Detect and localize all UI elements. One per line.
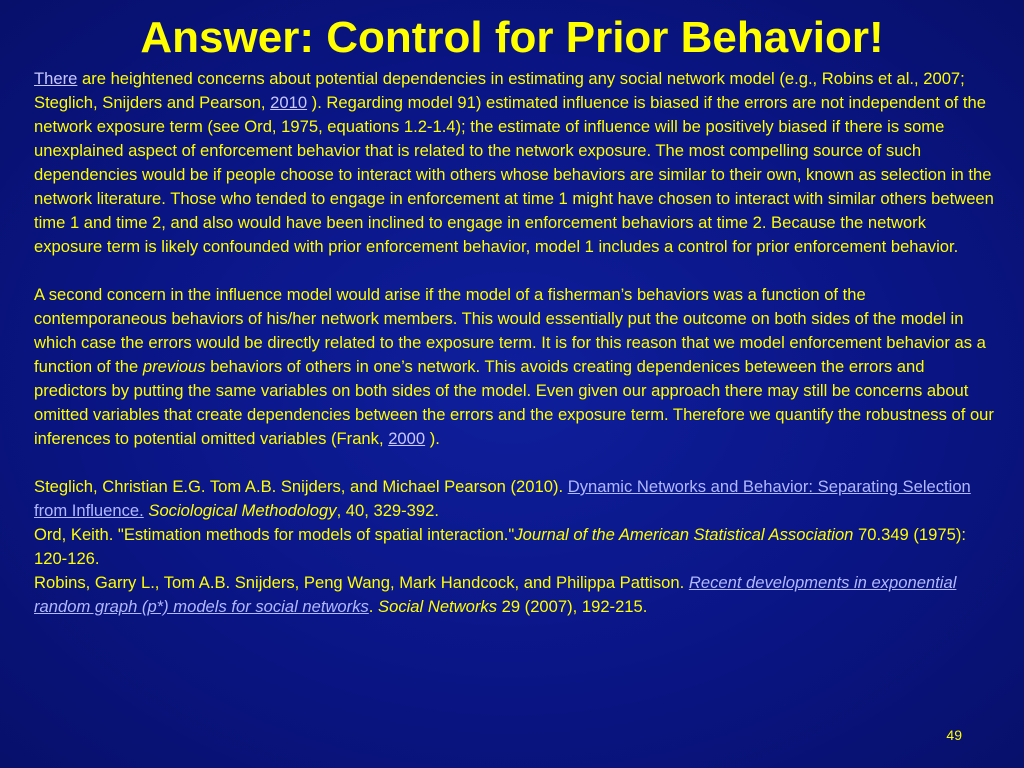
para1-text-2: ). Regarding model 91) estimated influence is biased if the errors are not independent of the network exposure term (see Ord, 1975, equations 1.2-1.4); the estimate of influence will be positively biased if there is some unexplained aspect of enforcement behavior that is related to the network exposure. The most compelling source of such dependencies would be if people choose to interact with others whose behaviors are similar to their own, known as selection in the network literature. Those who tended to engage in enforcement at time 1 might have chosen to interact with similar others between time 1 and time 2, and also would have been inclined to engage in enforcement behaviors at time 2. Because the network exposure term is likely confounded with prior enforcement behavior, model 1 includes a control for prior enforcement behavior. [34, 93, 994, 256]
ref1-journal: Sociological Methodology [143, 501, 337, 520]
ref3-journal: Social Networks [378, 597, 497, 616]
para1-text-1: are heightened concerns about potential dependencies in estimating any social network model (e.g., Robins et al., 2007; Steglich, Snijders and Pearson, [34, 69, 965, 112]
ref3-dot: . [368, 597, 379, 616]
ref2-tail: 70.349 (1975): 120-126. [34, 525, 966, 568]
ref2-journal: Journal of the American Statistical Association [514, 525, 854, 544]
paragraph-dependencies [34, 67, 994, 259]
para2-text-3: ). [425, 429, 440, 448]
ref2-text: Ord, Keith. "Estimation methods for models of spatial interaction." [34, 525, 515, 544]
previous-italic: previous [142, 357, 206, 376]
ref-2000-link[interactable]: 2000 [388, 429, 426, 448]
para2-text-2: behaviors of others in one’s network. This avoids creating dependenices beteween the errors and predictors by putting the same variables on both sides of the model. Even given our approach there may still be concerns about omitted variables that create dependencies between the errors and the exposure term. Therefore we quantify the robustness of our inferences to potential omitted variables (Frank, [34, 357, 994, 448]
ref1-text: Steglich, Christian E.G. Tom A.B. Snijders, and Michael Pearson (2010). [34, 477, 568, 496]
reference-ord [34, 523, 994, 571]
ref3-title-link[interactable]: Recent developments in exponential random graph (p*) models for social networks [34, 573, 957, 616]
ref1-tail: , 40, 329-392. [336, 501, 439, 520]
para2-text-1: A second concern in the influence model would arise if the model of a fisherman’s behaviors was a function of the contemporaneous behaviors of his/her network members. This would essentially put the outcome on both sides of the model in which case the errors would be directly related to the exposure term. It is for this reason that we model enforcement behavior as a function of the [34, 285, 986, 376]
reference-steglich [34, 475, 994, 523]
reference-robins [34, 571, 994, 619]
page-number: 49 [946, 727, 962, 743]
ref3-text: Robins, Garry L., Tom A.B. Snijders, Peng Wang, Mark Handcock, and Philippa Pattison. [34, 573, 689, 592]
paragraph-gap [34, 451, 994, 475]
ref3-tail: 29 (2007), 192-215. [497, 597, 648, 616]
paragraph-second-concern [34, 283, 994, 451]
ref1-title-link[interactable]: Dynamic Networks and Behavior: Separating Selection from Influence. [34, 477, 971, 520]
ref-2010-link[interactable]: 2010 [270, 93, 308, 112]
there-link[interactable]: There [34, 69, 78, 88]
slide-body [34, 67, 994, 619]
paragraph-gap [34, 259, 994, 283]
slide-title: Answer: Control for Prior Behavior! [140, 13, 884, 62]
